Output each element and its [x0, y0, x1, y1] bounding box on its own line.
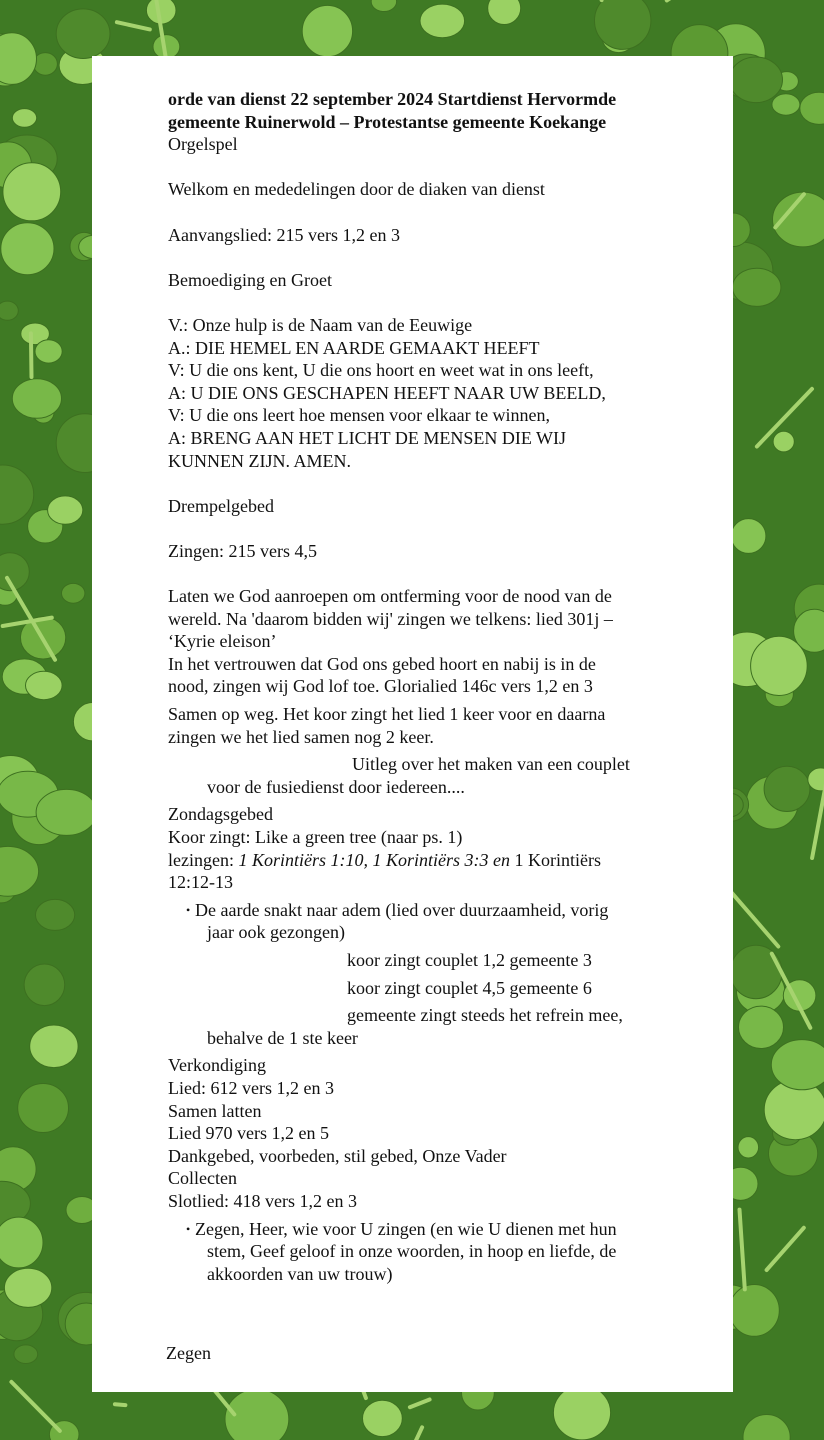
slotlied: Slotlied: 418 vers 1,2 en 3 [168, 1190, 357, 1211]
votum-a1: A.: DIE HEMEL EN AARDE GEMAAKT HEEFT [168, 337, 540, 358]
clover-leaf [739, 1006, 784, 1048]
aanvangslied: Aanvangslied: 215 vers 1,2 en 3 [168, 224, 400, 245]
samen-latten: Samen latten [168, 1100, 262, 1121]
lezingen-line-1 [168, 849, 668, 872]
clover-leaf [302, 5, 352, 56]
aarde-line-2: jaar ook gezongen) [207, 922, 345, 943]
clover-leaf [26, 671, 63, 699]
clover-leaf [61, 583, 84, 603]
clover-leaf [30, 1025, 78, 1068]
clover-leaf [0, 301, 18, 320]
collecten: Collecten [168, 1168, 237, 1189]
clover-leaf [1, 223, 54, 275]
aarde-line-1 [168, 899, 668, 922]
clover-leaf [48, 496, 83, 524]
refrein-line-1: gemeente zingt steeds het refrein mee, [347, 1005, 623, 1026]
verkondiging: Verkondiging [168, 1055, 266, 1076]
votum-a2: A: U DIE ONS GESCHAPEN HEEFT NAAR UW BEELD, [168, 382, 606, 403]
clover-leaf [729, 1285, 779, 1337]
votum-v2: V: U die ons kent, U die ons hoort en weet wat in ons leeft, [168, 360, 594, 381]
bullet-icon: • [186, 902, 191, 917]
kyrie-line-1: Laten we God aanroepen om ontferming voor de nood van de [168, 586, 612, 607]
kyrie-line-3: ‘Kyrie eleison’ [168, 631, 277, 652]
votum-v3: V: U die ons leert hoe mensen voor elkaar te winnen, [168, 405, 551, 426]
lezingen-label: lezingen: [168, 849, 239, 870]
votum-a3b: KUNNEN ZIJN. AMEN. [168, 450, 351, 471]
zegen-lied-line-2: stem, Geef geloof in onze woorden, in hoop en liefde, de [207, 1241, 617, 1262]
aarde-text-1: De aarde snakt naar adem (lied over duurzaamheid, vorig [195, 899, 609, 920]
lied-612: Lied: 612 vers 1,2 en 3 [168, 1077, 334, 1098]
zegen-lied-line-3: akkoorden van uw trouw) [207, 1263, 393, 1284]
koor-zingt: Koor zingt: Like a green tree (naar ps. 1) [168, 827, 463, 847]
clover-leaf [553, 1385, 610, 1440]
samen-op-weg-1: Samen op weg. Het koor zingt het lied 1 keer voor en daarna [168, 704, 606, 725]
clover-leaf [56, 9, 110, 59]
clover-leaf [363, 1400, 403, 1436]
clover-leaf [730, 945, 782, 998]
grass-blade [115, 1404, 126, 1405]
clover-leaf [18, 1084, 69, 1133]
bemoediging: Bemoediging en Groet [168, 269, 332, 290]
clover-leaf [420, 4, 465, 38]
lezingen-italic: 1 Korintiërs 1:10, 1 Korintiërs 3:3 en [238, 849, 510, 870]
clover-leaf [3, 163, 61, 221]
clover-leaf [764, 766, 810, 811]
gloria-line-1: In het vertrouwen dat God ons gebed hoort en nabij is in de [168, 653, 596, 674]
koor-couplet-1: koor zingt couplet 1,2 gemeente 3 [347, 949, 592, 970]
welkom: Welkom en mededelingen door de diaken van dienst [168, 179, 545, 200]
dankgebed: Dankgebed, voorbeden, stil gebed, Onze Vader [168, 1145, 507, 1166]
clover-leaf [36, 899, 75, 930]
clover-leaf [772, 94, 800, 115]
zondagsgebed: Zondagsgebed [168, 804, 273, 825]
zegen-lied-text-1: Zegen, Heer, wie voor U zingen (en wie U dienen met hun [195, 1218, 617, 1239]
clover-leaf [773, 431, 794, 452]
refrein-line-2: behalve de 1 ste keer [207, 1027, 358, 1048]
grass-blade [31, 333, 32, 377]
kyrie-line-2: wereld. Na 'daarom bidden wij' zingen we telkens: lied 301j – [168, 608, 613, 629]
title-line-2: gemeente Ruinerwold – Protestantse gemeente Koekange [168, 111, 607, 132]
drempelgebed: Drempelgebed [168, 495, 274, 516]
clover-leaf [731, 519, 766, 554]
clover-leaf [733, 268, 781, 306]
order-of-service [168, 88, 668, 1285]
lied-970: Lied 970 vers 1,2 en 5 [168, 1123, 329, 1144]
clover-leaf [738, 1137, 759, 1158]
zegen: Zegen [166, 1343, 211, 1363]
uitleg-line-1: Uitleg over het maken van een couplet [352, 754, 630, 775]
zegen-lied-line-1 [168, 1218, 668, 1241]
uitleg-line-2: voor de fusiedienst door iedereen.... [207, 776, 465, 797]
lezingen-rest: 1 Korintiërs [510, 849, 601, 870]
orgelspel: Orgelspel [168, 134, 238, 155]
clover-leaf [36, 789, 97, 835]
clover-leaf [4, 1268, 51, 1307]
samen-op-weg-2: zingen we het lied samen nog 2 keer. [168, 726, 434, 747]
clover-leaf [12, 109, 36, 128]
clover-leaf [14, 1345, 38, 1364]
gloria-line-2: nood, zingen wij God lof toe. Glorialied 146c vers 1,2 en 3 [168, 676, 593, 697]
bullet-icon: • [186, 1221, 191, 1236]
clover-leaf [35, 340, 62, 363]
votum-v1: V.: Onze hulp is de Naam van de Eeuwige [168, 314, 473, 335]
clover-leaf [751, 636, 808, 695]
title-line-1: orde van dienst 22 september 2024 Startdienst Hervormde [168, 89, 617, 109]
clover-leaf [0, 1217, 43, 1268]
lezingen-line-2: 12:12-13 [168, 872, 233, 893]
clover-leaf [24, 964, 65, 1006]
koor-couplet-2: koor zingt couplet 4,5 gemeente 6 [347, 977, 592, 998]
votum-a3a: A: BRENG AAN HET LICHT DE MENSEN DIE WIJ [168, 427, 566, 448]
clover-leaf [12, 379, 61, 419]
clover-leaf [729, 57, 782, 103]
zingen: Zingen: 215 vers 4,5 [168, 540, 317, 561]
